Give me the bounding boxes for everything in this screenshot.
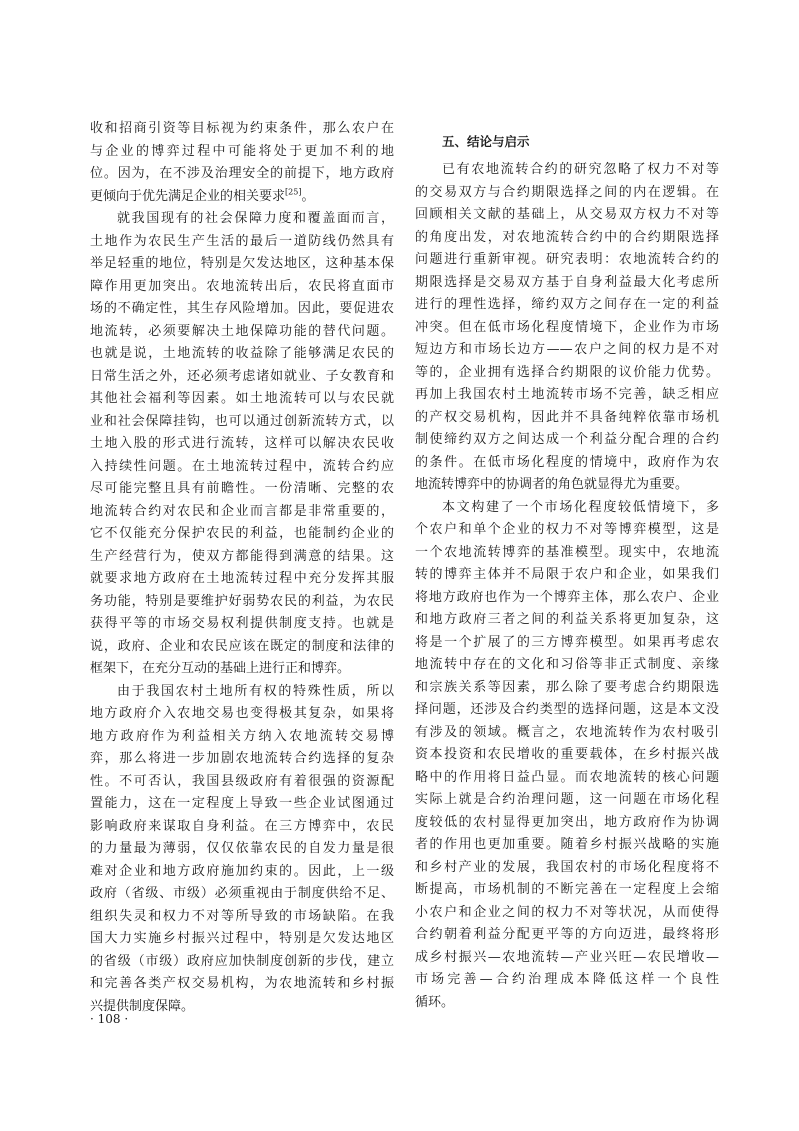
line-text: 的交易双方与合约期限选择之间的内在逻辑。在 <box>415 184 719 200</box>
line-text: 度较低的农村显得更加突出，地方政府作为协调 <box>415 814 719 830</box>
text-line <box>415 632 719 655</box>
line-text: 的产权交易机构，因此并不具备纯粹依靠市场机 <box>415 409 719 425</box>
line-text: 和完善各类产权交易机构，为农地流转和乡村振 <box>90 976 394 991</box>
line-text: 市场完善—合约治理成本降低这样一个良性 <box>415 972 719 987</box>
text-line <box>415 407 719 430</box>
text-line <box>90 163 394 186</box>
text-line <box>90 411 394 434</box>
text-line <box>415 947 719 970</box>
line-text: 期限选择是交易双方基于自身利益最大化考虑所 <box>415 274 719 290</box>
text-line <box>415 362 719 385</box>
line-text: 择问题，还涉及合约类型的选择问题，这是本文没 <box>415 702 719 717</box>
page-number: · 108 · <box>90 1012 129 1026</box>
line-text: 回顾相关文献的基础上，从交易双方权力不对等 <box>415 207 719 222</box>
text-line <box>90 636 394 659</box>
line-text: 转的博弈主体并不局限于农户和企业，如果我们 <box>415 567 719 582</box>
text-line <box>415 879 719 902</box>
line-text: 由于我国农村土地所有权的特殊性质，所以 <box>117 683 394 699</box>
text-line <box>415 587 719 610</box>
line-text: 难对企业和地方政府施加约束的。因此，上一级 <box>90 863 394 879</box>
text-line <box>415 452 719 475</box>
text-line <box>90 568 394 591</box>
text-line <box>415 182 719 205</box>
text-line <box>90 973 394 996</box>
text-line <box>90 816 394 839</box>
text-line <box>90 793 394 816</box>
line-text: 小农户和企业之间的权力不对等状况，从而使得 <box>415 904 719 920</box>
line-text: 进行的理性选择，缔约双方之间存在一定的利益 <box>415 297 719 312</box>
line-text: 地流转中存在的文化和习俗等非正式制度、亲缘 <box>415 657 719 672</box>
text-line <box>415 497 719 520</box>
text-line <box>90 906 394 929</box>
line-text: 位。因为，在不涉及治理安全的前提下，地方政府 <box>90 166 394 181</box>
line-text: 循环。 <box>415 994 455 1010</box>
line-text: 生产经营行为，使双方都能得到满意的结果。这 <box>90 548 394 564</box>
line-text: 略中的作用将日益凸显。而农地流转的核心问题 <box>415 769 719 785</box>
line-text: 收和招商引资等目标视为约束条件，那么农户在 <box>90 121 394 136</box>
text-line <box>90 298 394 321</box>
line-text: 合约朝着利益分配更平等的方向迈进，最终将形 <box>415 927 719 942</box>
line-text: 个农户和单个企业的权力不对等博弈模型，这是 <box>415 522 719 537</box>
text-line <box>90 478 394 501</box>
line-text: 短边方和市场长边方——农户之间的权力是不对 <box>415 342 719 357</box>
line-text: 它不仅能充分保护农民的利益，也能制约企业的 <box>90 526 394 541</box>
line-text: 和地方政府三者之间的利益关系将更加复杂，这 <box>415 612 719 627</box>
text-line <box>90 208 394 231</box>
line-text-tail: 。 <box>301 188 315 204</box>
text-line <box>415 542 719 565</box>
line-text: 地方政府介入农地交易也变得极其复杂，如果将 <box>90 706 394 721</box>
text-line <box>415 429 719 452</box>
line-text: 断提高，市场机制的不断完善在一定程度上会缩 <box>415 882 719 897</box>
text-line <box>90 546 394 569</box>
text-line <box>415 902 719 925</box>
text-line <box>90 253 394 276</box>
line-text: 组织失灵和权力不对等所导致的市场缺陷。在我 <box>90 908 394 924</box>
line-text: 资本投资和农民增收的重要载体，在乡村振兴战 <box>415 747 719 762</box>
text-line <box>90 388 394 411</box>
line-text: 和乡村产业的发展，我国农村的市场化程度将不 <box>415 859 719 875</box>
line-text: 场的不确定性，其生存风险增加。因此，要促进农 <box>90 301 394 316</box>
line-text: 成乡村振兴—农地流转—产业兴旺—农民增收— <box>415 949 719 965</box>
text-line <box>90 726 394 749</box>
text-line <box>90 343 394 366</box>
text-line <box>90 456 394 479</box>
text-line <box>90 366 394 389</box>
text-line <box>415 204 719 227</box>
line-text: 框架下，在充分互动的基础上进行正和博弈。 <box>90 661 351 676</box>
text-line <box>90 883 394 906</box>
line-text: 实际上就是合约治理问题，这一问题在市场化程 <box>415 792 719 807</box>
line-text: 的省级（市级）政府应加快制度创新的步伐，建立 <box>90 953 394 969</box>
text-line <box>415 857 719 880</box>
line-text: 土地作为农民生产生活的最后一道防线仍然具有 <box>90 233 394 249</box>
text-line <box>415 992 719 1015</box>
line-text: 说，政府、企业和农民应该在既定的制度和法律的 <box>90 638 394 654</box>
line-text: 举足轻重的地位，特别是欠发达地区，这种基本保 <box>90 256 394 271</box>
text-line <box>415 249 719 272</box>
line-text: 一个农地流转博弈的基准模型。现实中，农地流 <box>415 544 719 560</box>
text-line <box>90 703 394 726</box>
line-text: 业和社会保障挂钩，也可以通过创新流转方式，以 <box>90 413 394 429</box>
line-text: 本文构建了一个市场化程度较低情境下，多 <box>442 499 719 515</box>
line-text: 的力量最为薄弱，仅仅依靠农民的自发力量是很 <box>90 841 394 856</box>
text-line <box>415 969 719 992</box>
line-text: 兴提供制度保障。 <box>90 998 195 1014</box>
line-text: 入持续性问题。在土地流转过程中，流转合约应 <box>90 458 394 474</box>
text-line <box>90 748 394 771</box>
text-line <box>90 838 394 861</box>
text-line <box>90 613 394 636</box>
text-line <box>415 699 719 722</box>
line-text: 和宗族关系等因素，那么除了要考虑合约期限选 <box>415 679 719 695</box>
text-line <box>90 321 394 344</box>
right-column <box>415 118 719 1014</box>
line-text: 政府（省级、市级）必须重视由于制度供给不足、 <box>90 886 394 901</box>
text-line <box>415 272 719 295</box>
text-line <box>90 861 394 884</box>
line-text: 等的，企业拥有选择合约期限的议价能力优势。 <box>415 364 719 380</box>
line-text: 的条件。在低市场化程度的情境中，政府作为农 <box>415 454 719 470</box>
text-line <box>415 722 719 745</box>
section-heading: 五、结论与启示 <box>442 134 530 149</box>
text-line <box>90 186 394 209</box>
line-text: 已有农地流转合约的研究忽略了权力不对等 <box>442 162 719 177</box>
line-text: 务功能，特别是要维护好弱势农民的利益，为农民 <box>90 593 394 609</box>
citation-ref: [25] <box>285 187 302 197</box>
line-text: 冲突。但在低市场化程度情境下，企业作为市场 <box>415 319 719 335</box>
text-line <box>90 681 394 704</box>
line-text: 日常生活之外，还必须考虑诸如就业、子女教育和 <box>90 368 394 384</box>
line-text: 的角度出发，对农地流转合约中的合约期限选择 <box>415 229 719 245</box>
text-line <box>415 834 719 857</box>
text-line <box>415 519 719 542</box>
text-line <box>415 317 719 340</box>
text-line <box>90 591 394 614</box>
text-line <box>415 384 719 407</box>
text-line <box>415 339 719 362</box>
text-line <box>90 928 394 951</box>
left-column <box>90 118 394 1018</box>
line-text: 弈，那么将进一步加剧农地流转合约选择的复杂 <box>90 751 394 766</box>
text-line <box>415 609 719 632</box>
line-text: 性。不可否认，我国县级政府有着很强的资源配 <box>90 773 394 789</box>
text-line <box>415 924 719 947</box>
text-line <box>90 276 394 299</box>
text-line <box>415 474 719 497</box>
line-text: 国大力实施乡村振兴过程中，特别是欠发达地区 <box>90 931 394 946</box>
line-text: 地流转，必须要解决土地保障功能的替代问题。 <box>90 323 394 339</box>
text-line <box>415 159 719 182</box>
text-line <box>415 564 719 587</box>
line-text: 障作用更加突出。农地流转出后，农民将直面市 <box>90 278 394 294</box>
line-text: 尽可能完整且具有前瞻性。一份清晰、完整的农 <box>90 481 394 496</box>
line-text: 影响政府来谋取自身利益。在三方博弈中，农民 <box>90 818 394 834</box>
line-text: 土地入股的形式进行流转，这样可以解决农民收 <box>90 436 394 451</box>
text-line <box>90 501 394 524</box>
text-line <box>415 654 719 677</box>
line-text: 就我国现有的社会保障力度和覆盖面而言， <box>117 211 394 226</box>
text-line <box>415 812 719 835</box>
text-line <box>90 658 394 681</box>
line-text: 地流转博弈中的协调者的角色就显得尤为重要。 <box>415 477 689 492</box>
line-text: 制使缔约双方之间达成一个利益分配合理的合约 <box>415 432 719 447</box>
line-text: 将地方政府也作为一个博弈主体，那么农户、企业 <box>415 589 719 605</box>
line-text: 置能力，这在一定程度上导致一些企业试图通过 <box>90 796 394 811</box>
line-text: 与企业的博弈过程中可能将处于更加不利的地 <box>90 143 394 159</box>
line-text: 者的作用也更加重要。随着乡村振兴战略的实施 <box>415 837 719 852</box>
text-line <box>90 118 394 141</box>
line-text: 也就是说，土地流转的收益除了能够满足农民的 <box>90 346 394 361</box>
line-text: 地方政府作为利益相关方纳入农地流转交易博 <box>90 728 394 744</box>
line-text: 再加上我国农村土地流转市场不完善，缺乏相应 <box>415 387 719 402</box>
line-text: 获得平等的市场交易权利提供制度支持。也就是 <box>90 616 394 631</box>
line-text: 就要求地方政府在土地流转过程中充分发挥其服 <box>90 571 394 586</box>
text-line <box>90 433 394 456</box>
line-text: 有涉及的领域。概言之，农地流转作为农村吸引 <box>415 724 719 740</box>
line-text: 更倾向于优先满足企业的相关要求 <box>90 188 286 204</box>
text-line <box>415 744 719 767</box>
text-line <box>90 523 394 546</box>
text-line <box>415 294 719 317</box>
text-line <box>415 767 719 790</box>
text-line <box>90 771 394 794</box>
line-text: 地流转合约对农民和企业而言都是非常重要的， <box>90 503 394 519</box>
text-line <box>90 141 394 164</box>
text-line <box>90 996 394 1019</box>
text-line <box>415 789 719 812</box>
line-text: 其他社会福利等因素。如土地流转可以与农民就 <box>90 391 394 406</box>
text-line <box>415 677 719 700</box>
line-text: 将是一个扩展了的三方博弈模型。如果再考虑农 <box>415 634 719 650</box>
text-line <box>90 951 394 974</box>
text-line <box>90 231 394 254</box>
text-line <box>415 227 719 250</box>
line-text: 问题进行重新审视。研究表明：农地流转合约的 <box>415 252 719 267</box>
